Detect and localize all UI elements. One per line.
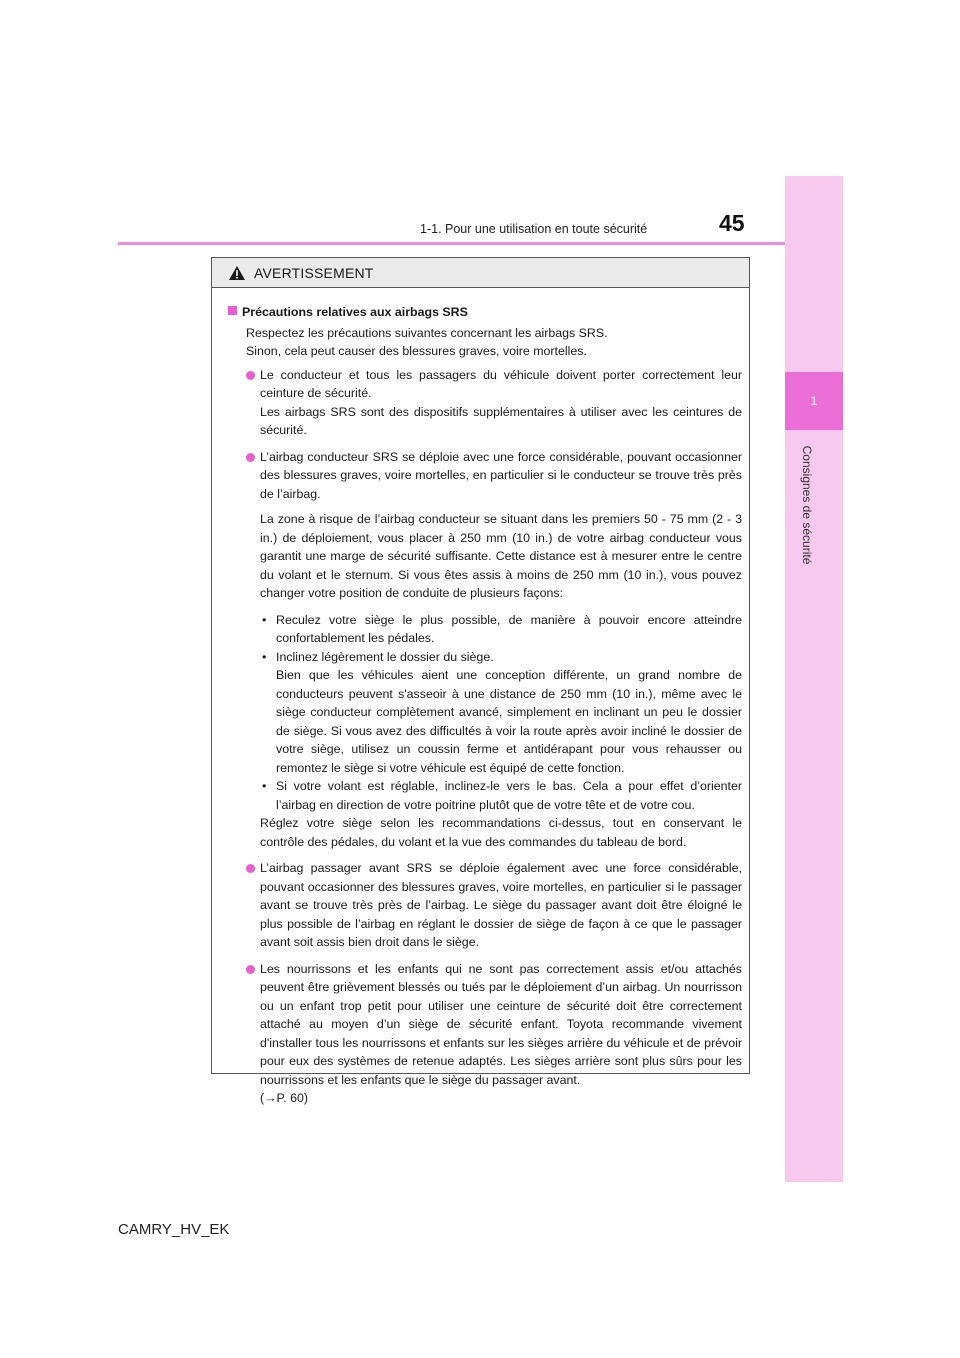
circle-bullet-icon: [246, 371, 255, 380]
chapter-number-tab[interactable]: 1: [785, 372, 843, 430]
list-item: [246, 960, 742, 1108]
section-heading: [228, 303, 742, 322]
bullet-text: L’airbag passager avant SRS se déploie également avec une force considérable, pouvant occasionner des blessures graves, voire mortelles, en particulier si le passager avant se trouve très près de l’airbag. Le siège du passager avant doit être éloigné le plus possible de l’airbag en réglant le dossier de siège de façon à ce que le passager avant soit assis bien droit dans le siège.: [260, 861, 742, 949]
bullet-text: Réglez votre siège selon les recommandations ci-dessus, tout en conservant le contrôle des pédales, du volant et la vue des commandes du tableau de bord.: [260, 816, 742, 849]
sub-list-item: • Reculez votre siège le plus possible, de manière à pouvoir encore atteindre confortablement les pédales.: [262, 612, 742, 645]
list-item: [246, 859, 742, 952]
side-tab: [785, 176, 843, 1182]
list-item: [246, 366, 742, 440]
page-reference[interactable]: (→P. 60): [260, 1091, 308, 1105]
circle-bullet-icon: [246, 453, 255, 462]
intro-line: Respectez les précautions suivantes concernant les airbags SRS.: [246, 325, 608, 340]
bullet-text: Les airbags SRS sont des dispositifs supplémentaires à utiliser avec les ceintures de sécurité.: [260, 404, 742, 437]
bullet-text: Les nourrissons et les enfants qui ne sont pas correctement assis et/ou attachés peuvent être grièvement blessés ou tués par le déploiement d’un airbag. Un nourrisson ou un enfant trop petit pour utiliser une ceinture de sécurité doit être correctement attaché au moyen d’un siège de sécurité enfant. Toyota recommande vivement d'installer tous les nourrissons et enfants sur les sièges arrière du véhicule et de prévoir pour eux des systèmes de retenue adaptés. Les sièges arrière sont plus sûrs pour les nourrissons et les enfants que le siège du passager avant.: [260, 961, 742, 1087]
page-number: 45: [719, 210, 745, 236]
sub-list-item: • Inclinez légèrement le dossier du siège. Bien que les véhicules aient une conception différente, un grand nombre de conducteurs peuvent s'asseoir à une distance de 250 mm (10 in.), même avec le siège conducteur complètement avancé, simplement en inclinant un peu le dossier de siège. Si vous avez des difficultés à voir la route après avoir incliné le dossier de votre siège, utilisez un coussin ferme et antidérapant pour vous rehausser ou remontez le siège si votre véhicule est équipé de cette fonction.: [260, 648, 742, 778]
warning-title: AVERTISSEMENT: [254, 264, 374, 281]
heading-text: Précautions relatives aux airbags SRS: [242, 305, 468, 319]
intro-text: [246, 324, 742, 361]
circle-bullet-icon: [246, 864, 255, 873]
document-code: CAMRY_HV_EK: [118, 1221, 230, 1238]
intro-line: Sinon, cela peut causer des blessures graves, voire mortelles.: [246, 344, 587, 358]
sub-list: [260, 611, 742, 815]
sub-list-item: • Si votre volant est réglable, inclinez-le vers le bas. Cela a pour effet d’orienter l’airbag en direction de votre poitrine plutôt que de votre tête et de votre cou.: [262, 779, 742, 812]
sub-item-text: Si votre volant est réglable, inclinez-le vers le bas. Cela a pour effet d’orienter l’airbag en direction de votre poitrine plutôt que de votre tête et de votre cou.: [276, 779, 742, 812]
warning-body: [212, 288, 749, 1108]
sub-item-text: Reculez votre siège le plus possible, de manière à pouvoir encore atteindre confortablement les pédales.: [276, 612, 742, 645]
sub-item-text: Inclinez légèrement le dossier du siège.: [276, 649, 494, 664]
chapter-label: Consignes de sécurité: [800, 445, 814, 565]
bullet-text: La zone à risque de l’airbag conducteur se situant dans les premiers 50 - 75 mm (2 - 3 in.) de déploiement, vous placer à 250 mm (10 in.) de votre airbag conducteur vous garantit une marge de sécurité suffisante. Cette distance est à mesurer entre le centre du volant et le sternum. Si vous êtes assis à moins de 250 mm (10 in.), vous pouvez changer votre position de conduite de plusieurs façons:: [260, 512, 742, 600]
circle-bullet-icon: [246, 965, 255, 974]
section-title: 1-1. Pour une utilisation en toute sécurité: [420, 222, 648, 236]
header-divider: [118, 242, 785, 245]
warning-triangle-icon: [228, 265, 246, 281]
bullet-text: L’airbag conducteur SRS se déploie avec une force considérable, pouvant occasionner des blessures graves, voire mortelles, en particulier si le conducteur se trouve très près de l’airbag.: [260, 449, 742, 501]
square-bullet-icon: [228, 306, 237, 315]
precaution-list: [246, 366, 742, 1108]
warning-box: [211, 257, 750, 1105]
bullet-text: Le conducteur et tous les passagers du véhicule doivent porter correctement leur ceinture de sécurité.: [260, 367, 742, 400]
warning-header: [212, 258, 749, 288]
sub-item-note: Bien que les véhicules aient une conception différente, un grand nombre de conducteurs peuvent s'asseoir à une distance de 250 mm (10 in.), même avec le siège conducteur complètement avancé, simplement en inclinant un peu le dossier de siège. Si vous avez des difficultés à voir la route après avoir incliné le dossier de votre siège, utilisez un coussin ferme et antidérapant pour vous rehausser ou remontez le siège si votre véhicule est équipé de cette fonction.: [276, 668, 742, 775]
list-item: [246, 448, 742, 852]
